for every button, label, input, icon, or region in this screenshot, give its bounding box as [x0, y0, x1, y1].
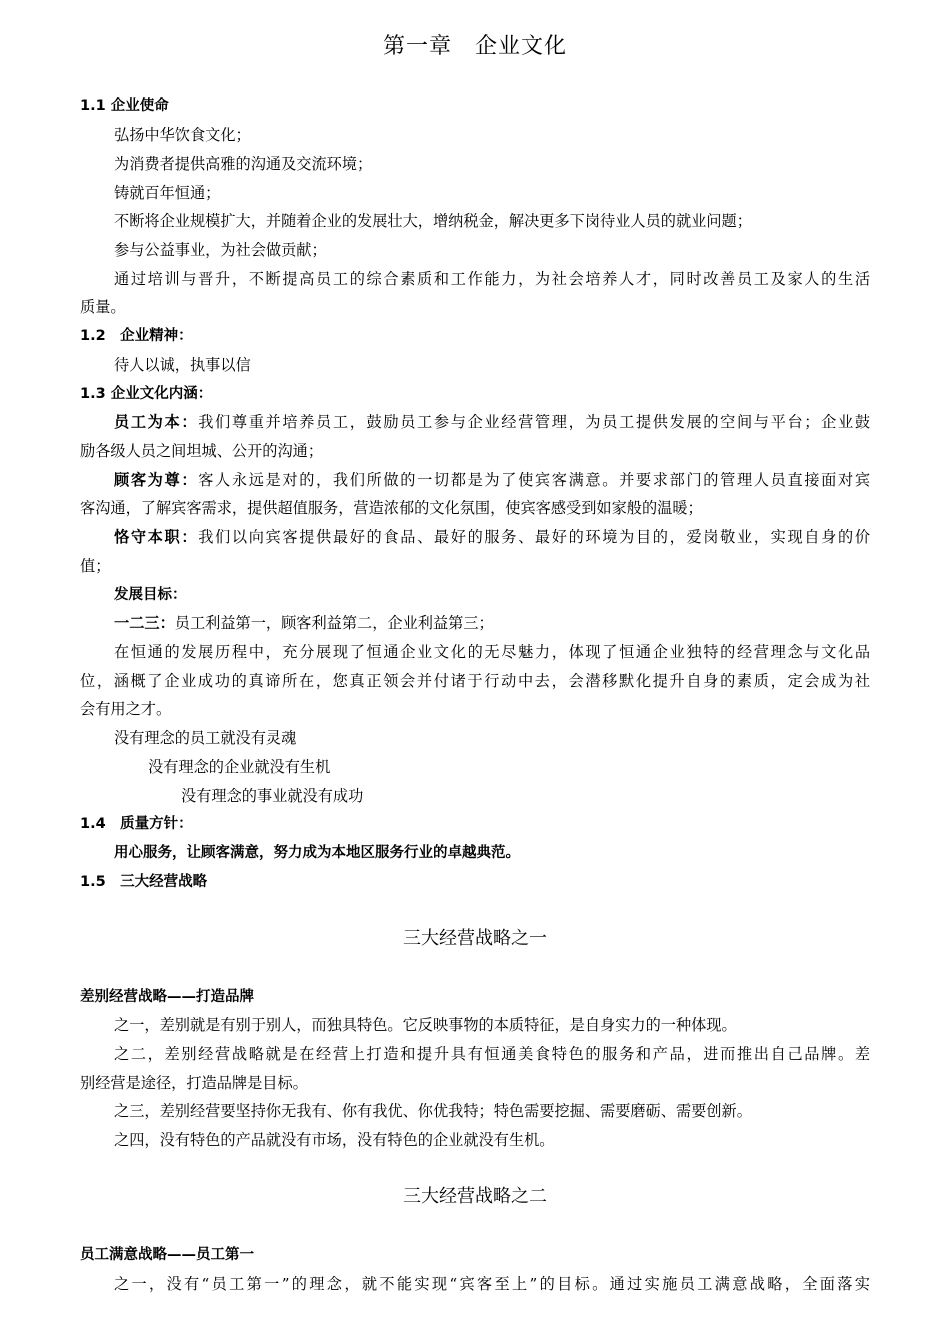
strategy-1-title: 三大经营战略之一 [403, 928, 547, 949]
mission-item: 为消费者提供高雅的沟通及交流环境； [114, 155, 373, 173]
label-one-two-three: 一二三： [114, 614, 175, 632]
motto-line: 没有理念的企业就没有生机 [148, 758, 331, 776]
strategy-1-paragraph: 之二，差别经营战略就是在经营上打造和提升具有恒通美食特色的服务和产品，进而推出自己品牌。差 [114, 1045, 870, 1063]
strategy-2-paragraph: 之一，没有“员工第一”的理念，就不能实现“宾客至上”的目标。通过实施员工满意战略，全面落实 [114, 1275, 870, 1293]
section-heading-1-1: 1.1 企业使命 [80, 98, 169, 114]
strategy-1-paragraph: 之一，差别就是有别于别人，而独具特色。它反映事物的本质特征，是自身实力的一种体现。 [114, 1016, 737, 1034]
chapter-title: 第一章 企业文化 [382, 34, 567, 59]
strategy-1-paragraph: 别经营是途径，打造品牌是目标。 [80, 1074, 308, 1092]
mission-item: 弘扬中华饮食文化； [114, 126, 251, 144]
section-heading-1-4: 1.4 质量方针： [80, 816, 193, 832]
label-staff: 员工为本： [114, 413, 199, 431]
mission-item: 不断将企业规模扩大，并随着企业的发展壮大，增纳税金，解决更多下岗待业人员的就业问题； [114, 212, 752, 230]
strategy-2-subhead: 员工满意战略——员工第一 [80, 1247, 254, 1263]
quality-policy-text: 用心服务，让顾客满意，努力成为本地区服务行业的卓越典范。 [114, 845, 520, 861]
mission-paragraph-line: 质量。 [80, 298, 126, 316]
culture-duty-line: 恪守本职：我们以向宾客提供最好的食品、最好的服务、最好的环境为目的，爱岗敬业，实现自身的价 [114, 528, 871, 546]
motto-line: 没有理念的员工就没有灵魂 [114, 729, 297, 747]
spirit-text: 待人以诚，执事以信 [114, 356, 251, 374]
culture-staff-line: 励各级人员之间坦城、公开的沟通； [80, 442, 323, 460]
culture-paragraph-line: 位，涵概了企业成功的真谛所在，您真正领会并付诸于行动中去，会潜移默化提升自身的素质，定会成为社 [80, 672, 870, 690]
strategy-1-paragraph: 之四，没有特色的产品就没有市场，没有特色的企业就没有生机。 [114, 1131, 555, 1149]
culture-guest-line: 顾客为尊：客人永远是对的，我们所做的一切都是为了使宾客满意。并要求部门的管理人员直接面对宾 [114, 471, 871, 489]
mission-paragraph-line: 通过培训与晋升，不断提高员工的综合素质和工作能力，为社会培养人才，同时改善员工及家人的生活 [114, 270, 870, 288]
label-duty: 恪守本职： [114, 528, 199, 546]
strategy-1-paragraph: 之三，差别经营要坚持你无我有、你有我优、你优我特；特色需要挖掘、需要磨砺、需要创新。 [114, 1102, 752, 1120]
label-goal: 发展目标： [114, 587, 187, 603]
culture-guest-line: 客沟通，了解宾客需求，提供超值服务，营造浓郁的文化氛围，使宾客感受到如家般的温暖； [80, 499, 703, 517]
culture-paragraph-line: 在恒通的发展历程中，充分展现了恒通企业文化的无尽魅力，体现了恒通企业独特的经营理念与文化品 [114, 643, 870, 661]
strategy-2-title: 三大经营战略之二 [403, 1186, 547, 1207]
culture-paragraph-line: 会有用之才。 [80, 700, 172, 718]
motto-line: 没有理念的事业就没有成功 [181, 787, 364, 805]
strategy-1-subhead: 差别经营战略——打造品牌 [80, 989, 254, 1005]
section-heading-1-2: 1.2 企业精神： [80, 328, 193, 344]
goal-line: 一二三：员工利益第一，顾客利益第二，企业利益第三； [114, 614, 494, 632]
culture-duty-line: 值； [80, 557, 111, 575]
mission-item: 参与公益事业，为社会做贡献； [114, 241, 327, 259]
label-guest: 顾客为尊： [114, 471, 199, 489]
section-heading-1-5: 1.5 三大经营战略 [80, 874, 208, 890]
section-heading-1-3: 1.3 企业文化内涵： [80, 386, 213, 402]
culture-staff-line: 员工为本：我们尊重并培养员工，鼓励员工参与企业经营管理，为员工提供发展的空间与平台；企业鼓 [114, 413, 871, 431]
mission-item: 铸就百年恒通； [114, 184, 221, 202]
